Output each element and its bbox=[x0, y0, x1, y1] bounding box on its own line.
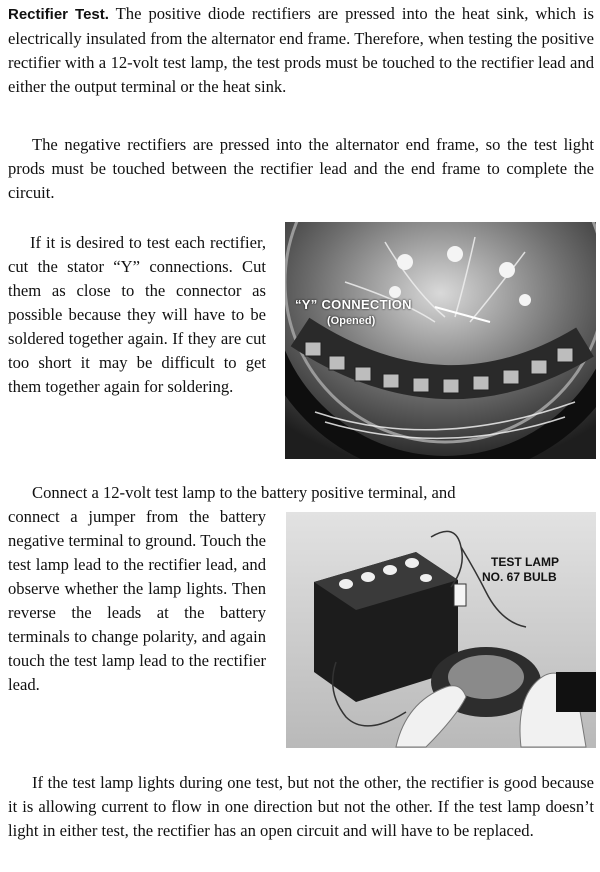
label-test-lamp: TEST LAMP bbox=[491, 555, 559, 569]
paragraph-negative-rectifiers: The negative rectifiers are pressed into the alternator end frame, so the test light prods must be touched between the rectifier lead and the end frame to complete the circuit. bbox=[8, 135, 594, 202]
paragraph-lamp-result: If the test lamp lights during one test, but not the other, the rectifier is good because it is allowing current to flow in one direction but not the other. If the test lamp doesn’t light in either test, the rectifier has an open circuit and will have to be replaced. bbox=[8, 773, 594, 840]
paragraph-connect-test-lamp: connect a jumper from the battery negative terminal to ground. Touch the test lamp lead to the rectifier lead, and observe whether the lamp lights. Then reverse the leads at the battery terminals to change polarity, and again touch the test lamp lead to the rectifier lead. bbox=[8, 507, 266, 694]
paragraph-rectifier-test bbox=[8, 2, 594, 99]
section-heading-rectifier-test: Rectifier Test. bbox=[8, 6, 109, 23]
label-opened: (Opened) bbox=[327, 315, 376, 327]
paragraph-rectifier-test-text: The positive diode rectifiers are pressed into the heat sink, which is electrically insulated from the alternator end frame. Therefore, when testing the positive rectifier with a 12-volt test lamp, the test prods must be touched to the rectifier lead and either the output terminal or the heat sink. bbox=[8, 4, 595, 96]
photo-stator-y-connection bbox=[285, 222, 596, 459]
paragraph-connect-test-lamp-first-line: Connect a 12-volt test lamp to the battery positive terminal, and bbox=[32, 483, 456, 502]
label-no-67-bulb: NO. 67 BULB bbox=[482, 570, 557, 584]
paragraph-cut-y-connections: If it is desired to test each rectifier, cut the stator “Y” connections. Cut them as close to the connector as possible because they will have to be soldered together again. If they are cut too short it may be difficult to get them together again for soldering. bbox=[8, 233, 266, 396]
photo-battery-test-lamp bbox=[286, 512, 596, 748]
label-y-connection: “Y” CONNECTION bbox=[295, 297, 412, 312]
